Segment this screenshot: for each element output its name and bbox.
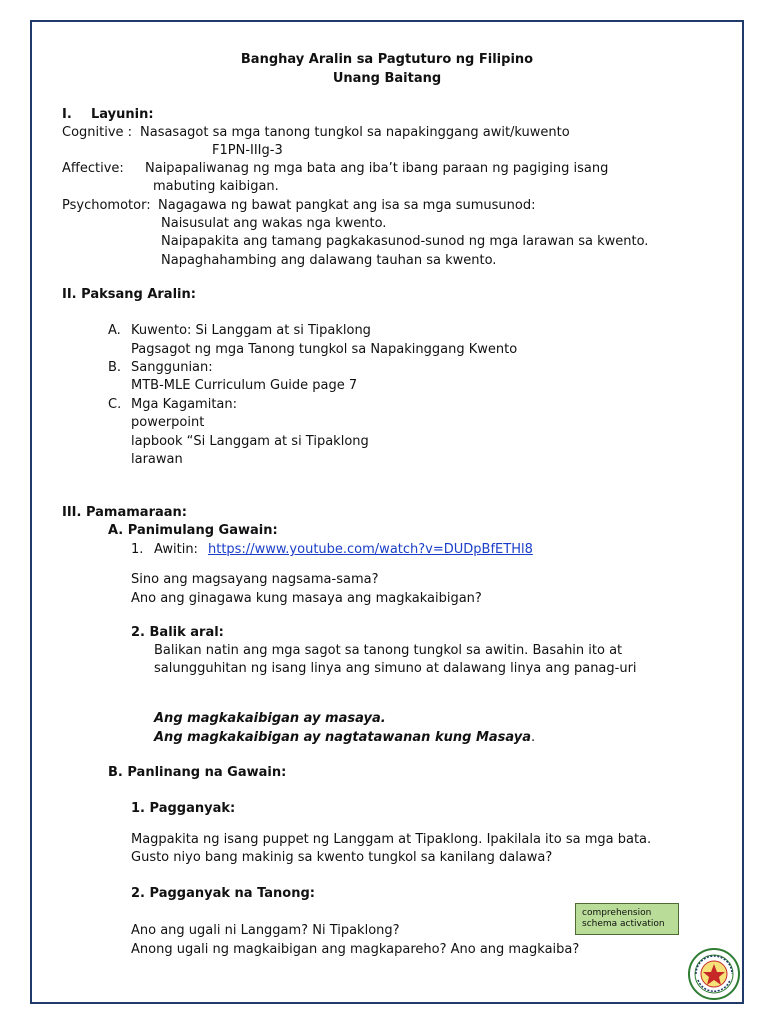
- reference-label: Sanggunian:: [131, 360, 213, 375]
- psychomotor-item: Naipapakita ang tamang pagkakasunod-sunod ng mga larawan sa kwento.: [161, 234, 649, 249]
- question: Ano ang ginagawa kung masaya ang magkakaibigan?: [131, 591, 482, 606]
- motivation-heading: 1. Pagganyak:: [131, 801, 236, 816]
- story-subtopic: Pagsagot ng mga Tanong tungkol sa Napakinggang Kwento: [131, 342, 518, 357]
- affective-line2: mabuting kaibigan.: [153, 179, 279, 194]
- question: Sino ang magsayang nagsama-sama?: [131, 572, 379, 587]
- subsection-b-heading: B. Panlinang na Gawain:: [108, 765, 287, 780]
- school-seal-icon: [687, 947, 741, 1001]
- note-line: comprehension: [582, 908, 652, 918]
- list-marker: C.: [108, 397, 122, 412]
- list-marker: 1.: [131, 542, 144, 557]
- psychomotor-item: Naisusulat ang wakas nga kwento.: [161, 216, 387, 231]
- affective-label: Affective:: [62, 161, 124, 176]
- psychomotor-item: Napaghahambing ang dalawang tauhan sa kwento.: [161, 253, 497, 268]
- motive-question: Ano ang ugali ni Langgam? Ni Tipaklong?: [131, 923, 400, 938]
- psychomotor-label: Psychomotor:: [62, 198, 151, 213]
- document-title: Banghay Aralin sa Pagtuturo ng Filipino: [240, 52, 534, 67]
- materials-label: Mga Kagamitan:: [131, 397, 238, 412]
- psychomotor-line1: Nagagawa ng bawat pangkat ang isa sa mga sumusunod:: [158, 198, 536, 213]
- grade-level: Unang Baitang: [332, 71, 442, 86]
- example-sentence: [154, 729, 535, 747]
- review-text: Balikan natin ang mga sagot sa tanong tungkol sa awitin. Basahin ito at: [154, 643, 623, 658]
- material-item: powerpoint: [131, 415, 205, 430]
- affective-line1: Naipapaliwanag ng mga bata ang iba’t ibang paraan ng pagiging isang: [145, 161, 609, 176]
- section3-heading: III. Pamamaraan:: [62, 505, 187, 520]
- example-sentence: Ang magkakaibigan ay masaya.: [154, 711, 386, 726]
- example-sentence-text: Ang magkakaibigan ay nagtatawanan kung Masaya: [154, 730, 532, 745]
- material-item: lapbook “Si Langgam at si Tipaklong: [131, 434, 369, 449]
- review-text: salungguhitan ng isang linya ang simuno at dalawang linya ang panag-uri: [154, 661, 637, 676]
- list-marker: B.: [108, 360, 122, 375]
- section2-heading: II. Paksang Aralin:: [62, 287, 196, 302]
- section1-heading: Layunin:: [91, 107, 154, 122]
- review-heading: 2. Balik aral:: [131, 625, 224, 640]
- cognitive-text: Nasasagot sa mga tanong tungkol sa napakinggang awit/kuwento: [140, 125, 570, 140]
- note-line: schema activation: [582, 919, 665, 929]
- song-label: Awitin:: [154, 542, 198, 557]
- cognitive-label: Cognitive :: [62, 125, 133, 140]
- subsection-a-heading: A. Panimulang Gawain:: [108, 523, 278, 538]
- list-marker: A.: [108, 323, 121, 338]
- motivation-text: Magpakita ng isang puppet ng Langgam at Tipaklong. Ipakilala ito sa mga bata.: [131, 832, 652, 847]
- comprehension-note: [575, 903, 679, 935]
- motivation-text: Gusto niyo bang makinig sa kwento tungkol sa kanilang dalawa?: [131, 850, 553, 865]
- story-title: Kuwento: Si Langgam at si Tipaklong: [131, 323, 371, 338]
- song-link[interactable]: https://www.youtube.com/watch?v=DUDpBfETHl8: [208, 542, 533, 557]
- motive-question-heading: 2. Pagganyak na Tanong:: [131, 886, 315, 901]
- reference-text: MTB-MLE Curriculum Guide page 7: [131, 378, 358, 393]
- section1-number: I.: [62, 107, 72, 122]
- material-item: larawan: [131, 452, 183, 467]
- motive-question: Anong ugali ng magkaibigan ang magkapareho? Ano ang magkaiba?: [131, 942, 580, 957]
- example-sentence-period: .: [531, 730, 536, 745]
- competency-code: F1PN-IIIg-3: [212, 143, 283, 158]
